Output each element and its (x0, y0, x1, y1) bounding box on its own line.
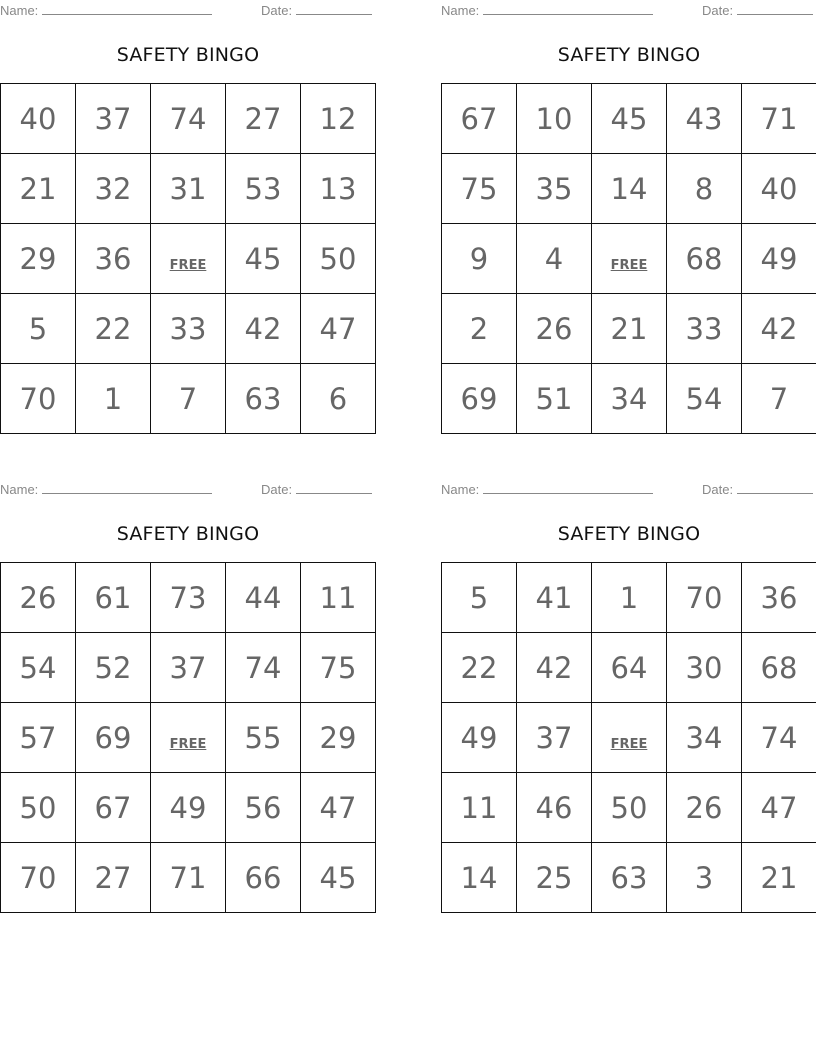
number-cell[interactable]: 75 (442, 154, 517, 224)
grid-row (1, 154, 376, 224)
number-cell[interactable]: 74 (742, 703, 816, 773)
number-cell[interactable]: 37 (517, 703, 592, 773)
name-label: Name: (0, 482, 39, 497)
name-blank-line[interactable] (42, 2, 212, 15)
number-cell[interactable]: 52 (76, 633, 151, 703)
number-cell[interactable]: 67 (442, 84, 517, 154)
date-blank-line[interactable] (296, 2, 372, 15)
name-label: Name: (0, 3, 39, 18)
number-cell[interactable]: 74 (226, 633, 301, 703)
card-title: SAFETY BINGO (557, 523, 701, 545)
number-cell[interactable]: 32 (76, 154, 151, 224)
number-cell[interactable]: 37 (151, 633, 226, 703)
number-cell[interactable]: 70 (1, 843, 76, 913)
number-cell[interactable]: 49 (742, 224, 816, 294)
number-cell[interactable]: 6 (301, 364, 376, 434)
number-cell[interactable]: 29 (1, 224, 76, 294)
card-header (441, 479, 816, 499)
card-title: SAFETY BINGO (116, 523, 260, 545)
number-cell[interactable]: 3 (667, 843, 742, 913)
number-cell[interactable]: 21 (592, 294, 667, 364)
number-cell[interactable]: 70 (1, 364, 76, 434)
grid-row (1, 773, 376, 843)
date-field[interactable] (261, 2, 372, 18)
number-cell[interactable]: 55 (226, 703, 301, 773)
number-cell[interactable]: 42 (226, 294, 301, 364)
grid-row (442, 703, 816, 773)
number-cell[interactable]: 46 (517, 773, 592, 843)
number-cell[interactable]: 27 (226, 84, 301, 154)
card-title: SAFETY BINGO (116, 44, 260, 66)
grid-row (1, 563, 376, 633)
name-blank-line[interactable] (483, 2, 653, 15)
number-cell[interactable]: 1 (76, 364, 151, 434)
number-cell[interactable]: 21 (1, 154, 76, 224)
name-label: Name: (441, 3, 480, 18)
free-space-cell[interactable] (592, 224, 667, 294)
number-cell[interactable]: 68 (742, 633, 816, 703)
bingo-grid (0, 562, 376, 913)
number-cell[interactable]: 63 (226, 364, 301, 434)
number-cell[interactable]: 13 (301, 154, 376, 224)
grid-row (442, 294, 816, 364)
date-label: Date: (702, 3, 734, 18)
card-header (0, 0, 376, 20)
grid-row (1, 364, 376, 434)
number-cell[interactable]: 5 (1, 294, 76, 364)
number-cell[interactable]: 8 (667, 154, 742, 224)
date-field[interactable] (261, 481, 372, 497)
name-field[interactable] (441, 2, 653, 18)
number-cell[interactable]: 47 (301, 773, 376, 843)
name-field[interactable] (441, 481, 653, 497)
number-cell[interactable]: 44 (226, 563, 301, 633)
number-cell[interactable]: 31 (151, 154, 226, 224)
number-cell[interactable]: 29 (301, 703, 376, 773)
number-cell[interactable]: 27 (76, 843, 151, 913)
number-cell[interactable]: 1 (592, 563, 667, 633)
number-cell[interactable]: 40 (1, 84, 76, 154)
date-blank-line[interactable] (296, 481, 372, 494)
grid-row (1, 294, 376, 364)
number-cell[interactable]: 75 (301, 633, 376, 703)
grid-row (442, 563, 816, 633)
number-cell[interactable]: 49 (442, 703, 517, 773)
name-label: Name: (441, 482, 480, 497)
number-cell[interactable]: 56 (226, 773, 301, 843)
number-cell[interactable]: 21 (742, 843, 816, 913)
grid-row (442, 364, 816, 434)
number-cell[interactable]: 14 (592, 154, 667, 224)
free-label: FREE (610, 736, 648, 752)
card-header (0, 479, 376, 499)
date-blank-line[interactable] (737, 2, 813, 15)
free-label: FREE (169, 257, 207, 273)
number-cell[interactable]: 51 (517, 364, 592, 434)
grid-row (1, 633, 376, 703)
number-cell[interactable]: 42 (742, 294, 816, 364)
number-cell[interactable]: 26 (667, 773, 742, 843)
number-cell[interactable]: 45 (592, 84, 667, 154)
number-cell[interactable]: 36 (742, 563, 816, 633)
free-space-cell[interactable] (151, 224, 226, 294)
number-cell[interactable]: 9 (442, 224, 517, 294)
grid-row (1, 224, 376, 294)
number-cell[interactable]: 10 (517, 84, 592, 154)
grid-row (1, 703, 376, 773)
free-space-cell[interactable] (592, 703, 667, 773)
number-cell[interactable]: 68 (667, 224, 742, 294)
number-cell[interactable]: 43 (667, 84, 742, 154)
number-cell[interactable]: 41 (517, 563, 592, 633)
number-cell[interactable]: 54 (1, 633, 76, 703)
number-cell[interactable]: 34 (592, 364, 667, 434)
free-space-cell[interactable] (151, 703, 226, 773)
number-cell[interactable]: 50 (592, 773, 667, 843)
grid-row (442, 224, 816, 294)
number-cell[interactable]: 22 (442, 633, 517, 703)
number-cell[interactable]: 11 (442, 773, 517, 843)
number-cell[interactable]: 69 (76, 703, 151, 773)
date-label: Date: (261, 482, 293, 497)
number-cell[interactable]: 63 (592, 843, 667, 913)
number-cell[interactable]: 22 (76, 294, 151, 364)
grid-row (1, 843, 376, 913)
number-cell[interactable]: 49 (151, 773, 226, 843)
number-cell[interactable]: 4 (517, 224, 592, 294)
number-cell[interactable]: 7 (151, 364, 226, 434)
name-field[interactable] (0, 2, 212, 18)
number-cell[interactable]: 50 (1, 773, 76, 843)
date-label: Date: (702, 482, 734, 497)
name-blank-line[interactable] (42, 481, 212, 494)
grid-row (442, 843, 816, 913)
number-cell[interactable]: 33 (667, 294, 742, 364)
number-cell[interactable]: 5 (442, 563, 517, 633)
number-cell[interactable]: 69 (442, 364, 517, 434)
number-cell[interactable]: 50 (301, 224, 376, 294)
bingo-grid (441, 562, 816, 913)
number-cell[interactable]: 54 (667, 364, 742, 434)
number-cell[interactable]: 37 (76, 84, 151, 154)
name-field[interactable] (0, 481, 212, 497)
number-cell[interactable]: 71 (742, 84, 816, 154)
number-cell[interactable]: 11 (301, 563, 376, 633)
date-field[interactable] (702, 481, 813, 497)
number-cell[interactable]: 74 (151, 84, 226, 154)
number-cell[interactable]: 61 (76, 563, 151, 633)
number-cell[interactable]: 30 (667, 633, 742, 703)
number-cell[interactable]: 34 (667, 703, 742, 773)
number-cell[interactable]: 26 (517, 294, 592, 364)
number-cell[interactable]: 36 (76, 224, 151, 294)
grid-row (442, 773, 816, 843)
number-cell[interactable]: 25 (517, 843, 592, 913)
grid-row (1, 84, 376, 154)
date-blank-line[interactable] (737, 481, 813, 494)
number-cell[interactable]: 26 (1, 563, 76, 633)
bingo-grid (441, 83, 816, 434)
free-label: FREE (169, 736, 207, 752)
number-cell[interactable]: 40 (742, 154, 816, 224)
bingo-grid (0, 83, 376, 434)
number-cell[interactable]: 45 (226, 224, 301, 294)
name-blank-line[interactable] (483, 481, 653, 494)
number-cell[interactable]: 42 (517, 633, 592, 703)
date-field[interactable] (702, 2, 813, 18)
number-cell[interactable]: 14 (442, 843, 517, 913)
date-label: Date: (261, 3, 293, 18)
number-cell[interactable]: 12 (301, 84, 376, 154)
number-cell[interactable]: 70 (667, 563, 742, 633)
number-cell[interactable]: 33 (151, 294, 226, 364)
number-cell[interactable]: 47 (301, 294, 376, 364)
number-cell[interactable]: 7 (742, 364, 816, 434)
number-cell[interactable]: 73 (151, 563, 226, 633)
card-title: SAFETY BINGO (557, 44, 701, 66)
number-cell[interactable]: 53 (226, 154, 301, 224)
free-label: FREE (610, 257, 648, 273)
card-header (441, 0, 816, 20)
number-cell[interactable]: 57 (1, 703, 76, 773)
number-cell[interactable]: 2 (442, 294, 517, 364)
number-cell[interactable]: 64 (592, 633, 667, 703)
number-cell[interactable]: 35 (517, 154, 592, 224)
grid-row (442, 84, 816, 154)
grid-row (442, 633, 816, 703)
number-cell[interactable]: 71 (151, 843, 226, 913)
number-cell[interactable]: 45 (301, 843, 376, 913)
number-cell[interactable]: 66 (226, 843, 301, 913)
number-cell[interactable]: 67 (76, 773, 151, 843)
grid-row (442, 154, 816, 224)
number-cell[interactable]: 47 (742, 773, 816, 843)
